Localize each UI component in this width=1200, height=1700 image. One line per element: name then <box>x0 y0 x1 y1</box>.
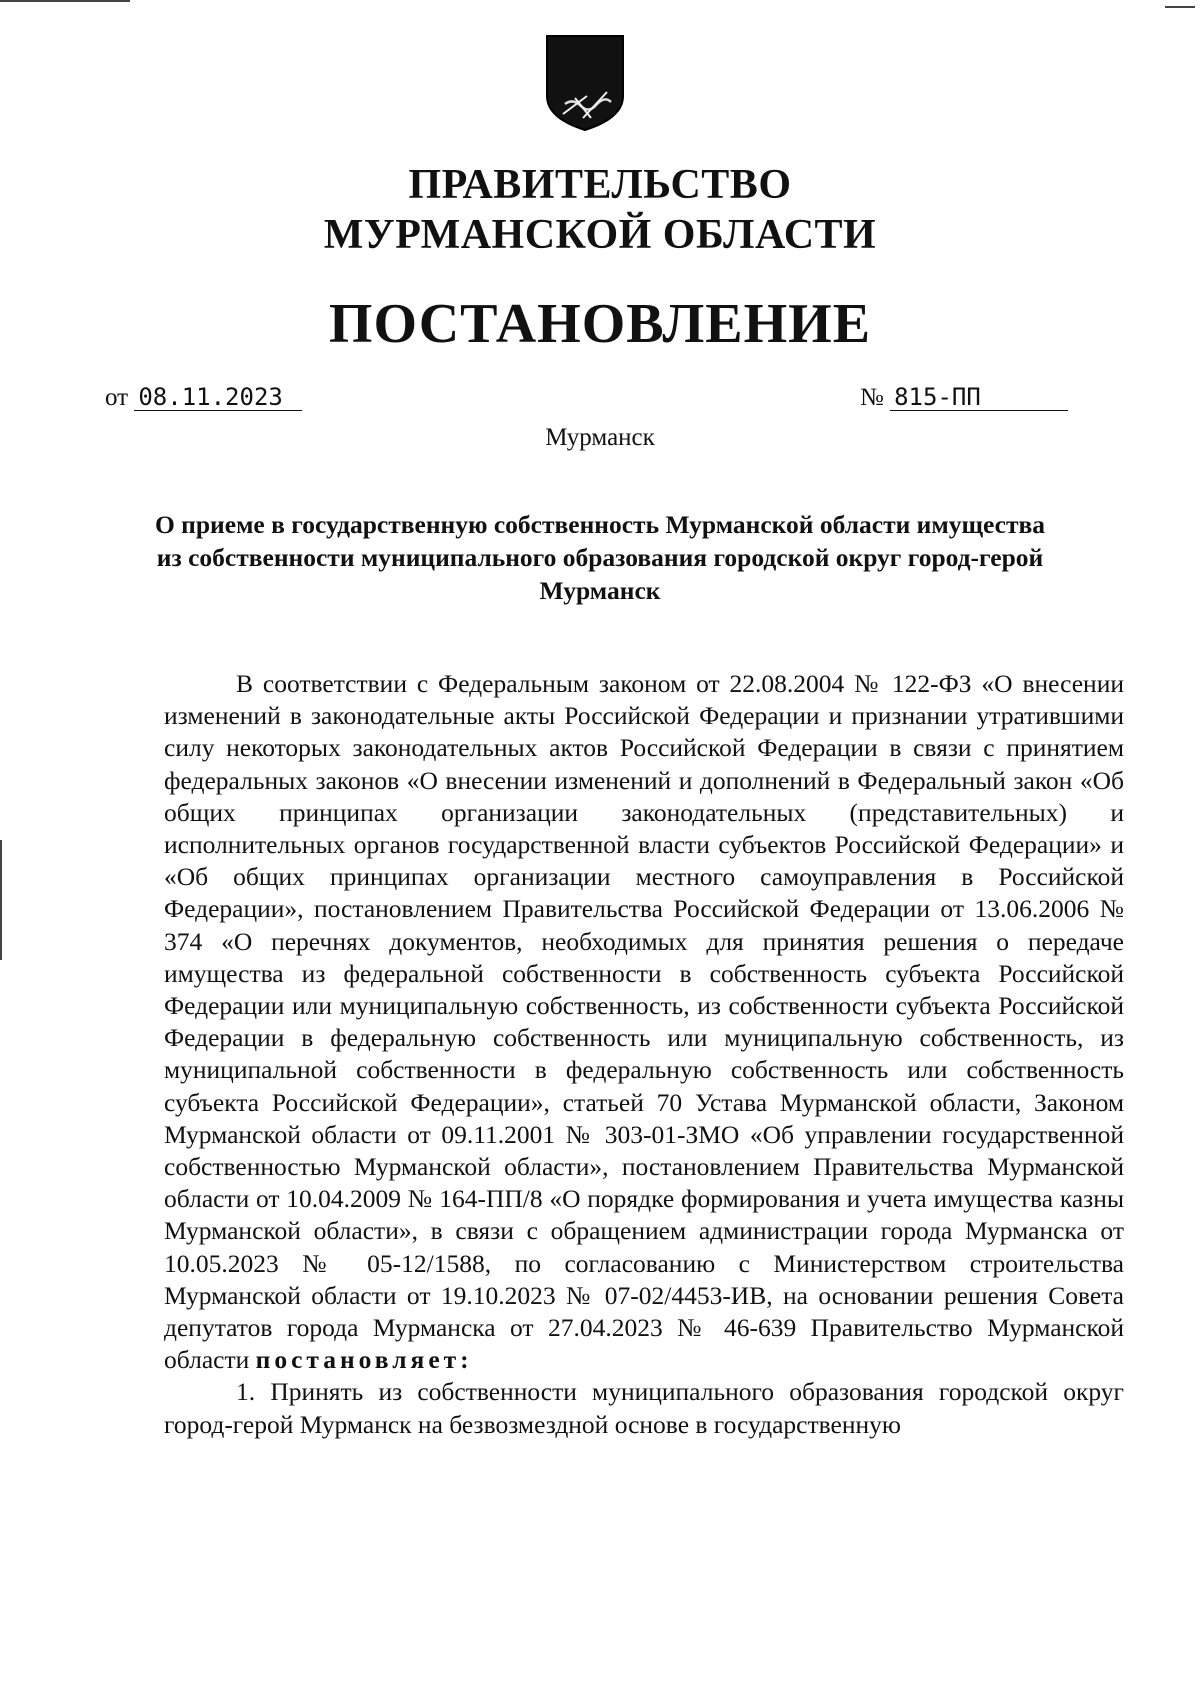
org-name-line2: МУРМАНСКОЙ ОБЛАСТИ <box>323 212 877 258</box>
body-paragraph-2: 1. Принять из собственности муниципального образования городской округ город-герой Мурманск на безвозмездной основе в государственную <box>164 1377 1124 1439</box>
date-prefix: от <box>105 384 129 411</box>
resolve-word: постановляет <box>255 1345 461 1375</box>
paragraph-1-text: В соответствии с Федеральным законом от 22.08.2004 № 122-ФЗ «О внесении изменений в законодательные акты Российской Федерации и признании утратившими силу некоторых законодательных актов Российской Федерации в связи с принятием федеральных законов «О внесении изменений и дополнений в Федеральный закон «Об общих принципах организации законодательных (представительных) и исполнительных органов государственной власти субъектов Российской Федерации» и «Об общих принципах организации местного самоуправления в Российской Федерации», постановлением Правительства Российской Федерации от 13.06.2006 № 374 «О перечнях документов, необходимых для принятия решения о передаче имущества из федеральной собственности в собственность субъекта Российской Федерации или муниципальную собственность, из собственности субъекта Российской Федерации в федеральную собственность или муниципальную собственность, из муниципальной собственности в федеральную собственность или собственность субъекта Российской Федерации», статьей 70 Устава Мурманской области, Законом Мурманской области от 09.11.2001 № 303-01-ЗМО «Об управлении государственной собственностью Мурманской области», постановлением Правительства Мурманской области от 10.04.2009 № 164-ПП/8 «О порядке формирования и учета имущества казны Мурманской области», в связи с обращением администрации города Мурманска от 10.05.2023 № 05-12/1588, по согласованию с Министерством строительства Мурманской области от 19.10.2023 № 07-02/4453-ИВ, на основании решения Совета депутатов города Мурманска от 27.04.2023 № 46-639 Правительство Мурманской области <box>164 669 1124 1375</box>
scan-artifact-left <box>0 0 130 2</box>
resolve-colon: : <box>460 1345 469 1375</box>
document-type: ПОСТАНОВЛЕНИЕ <box>328 293 872 355</box>
number-prefix: № <box>860 384 884 411</box>
date-line <box>105 383 302 413</box>
document-number: 815-ПП <box>890 384 1068 411</box>
scan-artifact-side <box>0 840 2 960</box>
document-body <box>164 668 1124 1441</box>
scan-artifact-right <box>1165 6 1195 8</box>
org-name-line1: ПРАВИТЕЛЬСТВО <box>408 162 792 208</box>
document-city: Мурманск <box>545 424 655 451</box>
number-line <box>860 383 1068 413</box>
document-title: О приеме в государственную собственность Мурманской области имущества из собственности муниципального образования городской округ город-герой Мурманск <box>154 510 1046 605</box>
body-paragraph-1 <box>164 668 1124 1376</box>
coat-of-arms-icon <box>545 34 625 132</box>
document-date: 08.11.2023 <box>134 384 302 411</box>
